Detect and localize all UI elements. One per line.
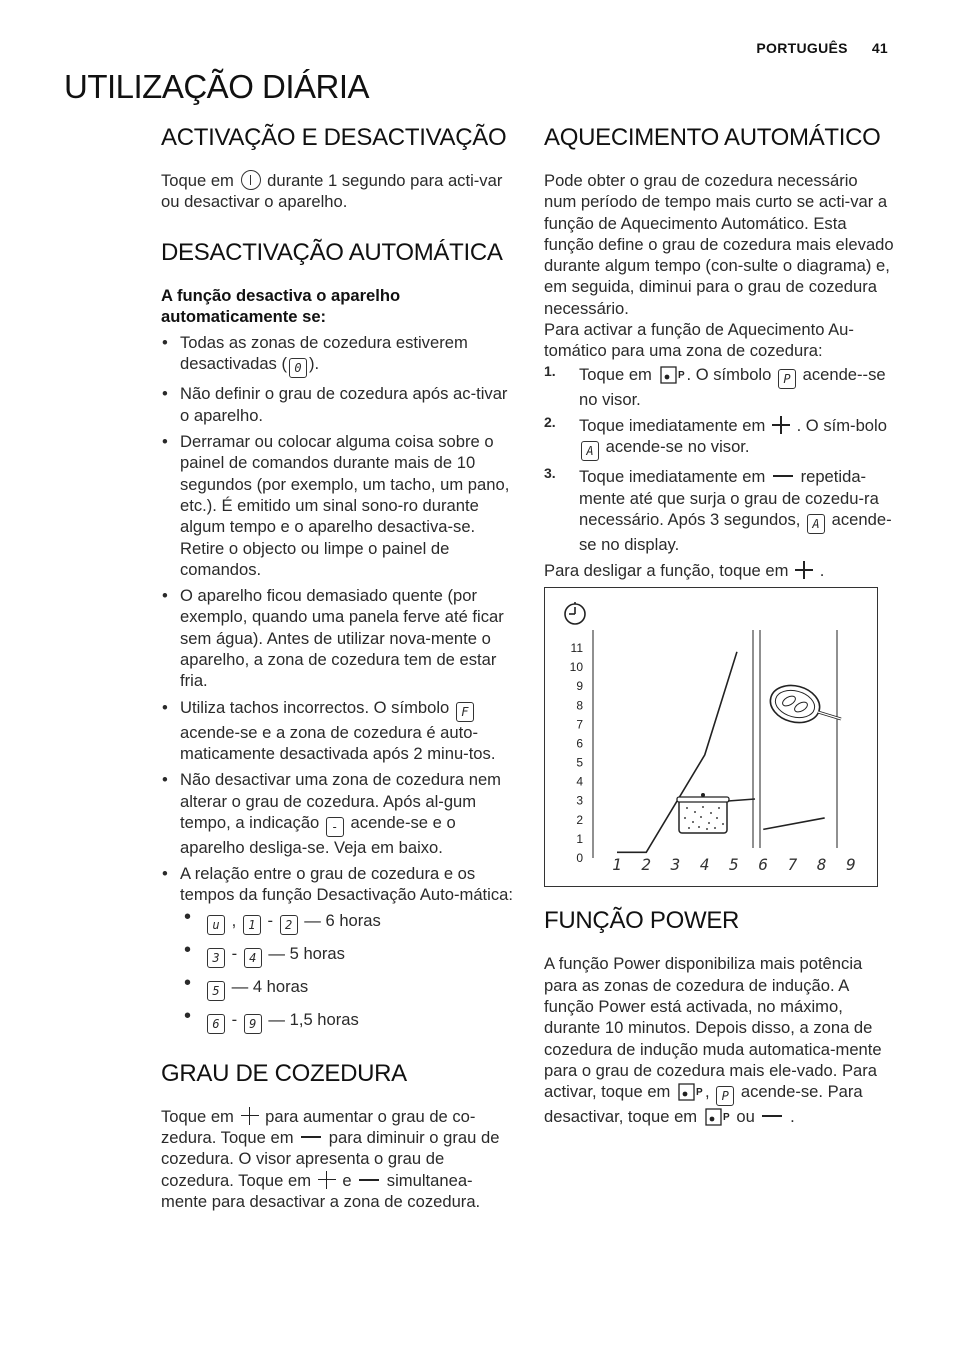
y-tick-label: 1	[576, 832, 583, 847]
section-heat-level	[161, 1060, 513, 1212]
section-heading: DESACTIVAÇÃO AUTOMÁTICA	[161, 238, 503, 266]
left-column	[161, 124, 513, 1238]
list-item: • O aparelho ficou demasiado quente (por exemplo, quando uma panela ferve até ficar sem água). Antes de utilizar nova-mente o aparelho, a zona de cozedura tem de estar fria.	[161, 585, 513, 691]
list-item: • 6 - 9 — 1,5 horas	[180, 1009, 513, 1034]
y-tick-label: 11	[570, 641, 583, 656]
list-item: • A relação entre o grau de cozedura e os tempos da função Desactivação Auto-mática: • u , 1 - 2 — 6 horas • 3 - 4 — 5 horas • 5 — 4 horas • 6 - 9 — 1,5 horas	[161, 863, 513, 1034]
section-auto-off	[161, 239, 513, 1034]
section-heading: GRAU DE COZEDURA	[161, 1059, 407, 1087]
activation-text: Toque em durante 1 segundo para acti-var ou desactivar o aparelho.	[161, 171, 503, 212]
y-tick-label: 5	[576, 755, 583, 770]
list-item: • 3 - 4 — 5 horas	[180, 943, 513, 968]
auto-heat-howto: Para activar a função de Aquecimento Au-tomático para uma zona de cozedura:	[544, 320, 854, 361]
auto-heat-off: Para desligar a função, toque em .	[544, 561, 825, 581]
minus-icon	[762, 1115, 782, 1117]
section-heading: FUNÇÃO POWER	[544, 907, 740, 935]
page-number: 41	[871, 40, 888, 56]
y-tick-label: 6	[576, 736, 583, 751]
y-tick-label: 8	[576, 698, 583, 713]
minus-icon	[773, 475, 793, 477]
auto-off-list	[161, 332, 513, 1034]
y-tick-label: 4	[576, 775, 583, 790]
auto-heat-intro: Pode obter o grau de cozedura necessário num período de tempo mais curto se acti-var a função de Aquecimento Automático. Esta função define o grau de cozedura mais elevado durante algum tempo (con-sulte o diagrama) e, em seguida, diminui para o grau de cozedura necessário.	[544, 171, 894, 318]
plus-icon	[795, 561, 813, 579]
heat-time-list	[180, 910, 513, 1034]
clock-icon	[565, 602, 585, 624]
section-heading: AQUECIMENTO AUTOMÁTICO	[544, 124, 881, 151]
y-tick-label: 3	[576, 794, 583, 809]
y-tick-label: 0	[576, 851, 583, 866]
series-line	[763, 818, 824, 829]
pan-icon	[766, 681, 841, 729]
minus-icon	[301, 1136, 321, 1138]
chart-svg	[545, 588, 877, 886]
list-item: • Todas as zonas de cozedura estiverem desactivadas ( 0 ).	[161, 332, 513, 378]
auto-heat-diagram	[544, 587, 878, 887]
minus-icon	[359, 1179, 379, 1181]
auto-heat-icon	[659, 365, 685, 385]
x-tick-label: 6	[758, 855, 769, 875]
plus-icon	[318, 1171, 336, 1189]
display-symbol: F	[456, 702, 474, 722]
right-column	[544, 124, 894, 1154]
section-power	[544, 907, 894, 1127]
svg-text:P: P	[696, 1087, 703, 1099]
display-symbol: 0	[289, 358, 307, 378]
svg-text:P: P	[722, 1112, 730, 1124]
x-tick-label: 9	[846, 855, 856, 875]
power-text: A função Power disponibiliza mais potência para as zonas de cozedura de indução. A função Power está activada, no máximo, durante 10 minutos. Depois disso, a zona de cozedura de indução muda automatica-mente para o grau de cozedura mais ele-vado. Para activar, toque em P , P acende-se. Para desactivar, toque em P ou .	[544, 954, 882, 1127]
auto-heat-steps	[544, 364, 894, 555]
x-tick-label: 5	[729, 855, 739, 875]
y-tick-label: 9	[576, 679, 583, 694]
power-boost-icon	[677, 1082, 703, 1102]
x-tick-label: 8	[816, 855, 827, 875]
x-tick-label: 1	[612, 855, 622, 875]
step-item: 2. Toque imediatamente em . O sím-bolo A acende-se no visor.	[544, 415, 894, 461]
plus-icon	[772, 416, 790, 434]
section-auto-heat	[544, 124, 894, 887]
power-icon	[241, 170, 261, 190]
language-label: PORTUGUÊS	[756, 40, 848, 56]
list-item: • Utiliza tachos incorrectos. O símbolo F acende-se e a zona de cozedura é auto-maticamente desactivada após 2 minu-tos.	[161, 697, 513, 765]
x-tick-label: 2	[641, 855, 652, 875]
x-tick-label: 4	[699, 855, 710, 875]
plus-icon	[241, 1107, 259, 1125]
section-heading: ACTIVAÇÃO E DESACTIVAÇÃO	[161, 124, 507, 151]
y-tick-label: 2	[576, 813, 583, 828]
list-item: • 5 — 4 horas	[180, 976, 513, 1001]
list-item: • u , 1 - 2 — 6 horas	[180, 910, 513, 935]
page-title: UTILIZAÇÃO DIÁRIA	[64, 68, 370, 105]
pot-icon	[677, 793, 755, 833]
y-tick-label: 7	[576, 717, 583, 732]
list-item: • Não definir o grau de cozedura após ac-tivar o aparelho.	[161, 383, 513, 426]
step-item: 3. Toque imediatamente em repetida-mente até que surja o grau de cozedu-ra necessário. Após 3 segundos, A acende-se no display.	[544, 465, 892, 554]
list-item: • Não desactivar uma zona de cozedura nem alterar o grau de cozedura. Após al-gum tempo, a indicação - acende-se e o aparelho desliga-se. Veja em baixo.	[161, 769, 513, 858]
section-activation	[161, 124, 513, 213]
list-item: • Derramar ou colocar alguma coisa sobre o painel de comandos durante mais de 10 segundos (por exemplo, um tacho, um pano, etc.). É emitido um sinal sono-ro durante algum tempo e o aparelho desactiva-se. Retire o objecto ou limpe o painel de comandos.	[161, 431, 513, 580]
display-symbol: -	[326, 817, 344, 837]
x-tick-label: 3	[670, 855, 681, 875]
svg-text:P: P	[677, 369, 685, 381]
power-boost-icon	[704, 1107, 730, 1127]
x-tick-label: 7	[787, 855, 798, 875]
heat-level-text: Toque em para aumentar o grau de co-zedura. Toque em para diminuir o grau de cozedura. O visor apresenta o grau de cozedura. Toque em e simultanea-mente para desactivar a zona de cozedura.	[161, 1106, 500, 1211]
step-item: 1. Toque em P . O símbolo P acende--se no visor.	[544, 362, 886, 409]
y-tick-label: 10	[569, 660, 583, 675]
page-header	[756, 40, 888, 56]
auto-off-intro: A função desactiva o aparelho automaticamente se:	[161, 285, 401, 326]
